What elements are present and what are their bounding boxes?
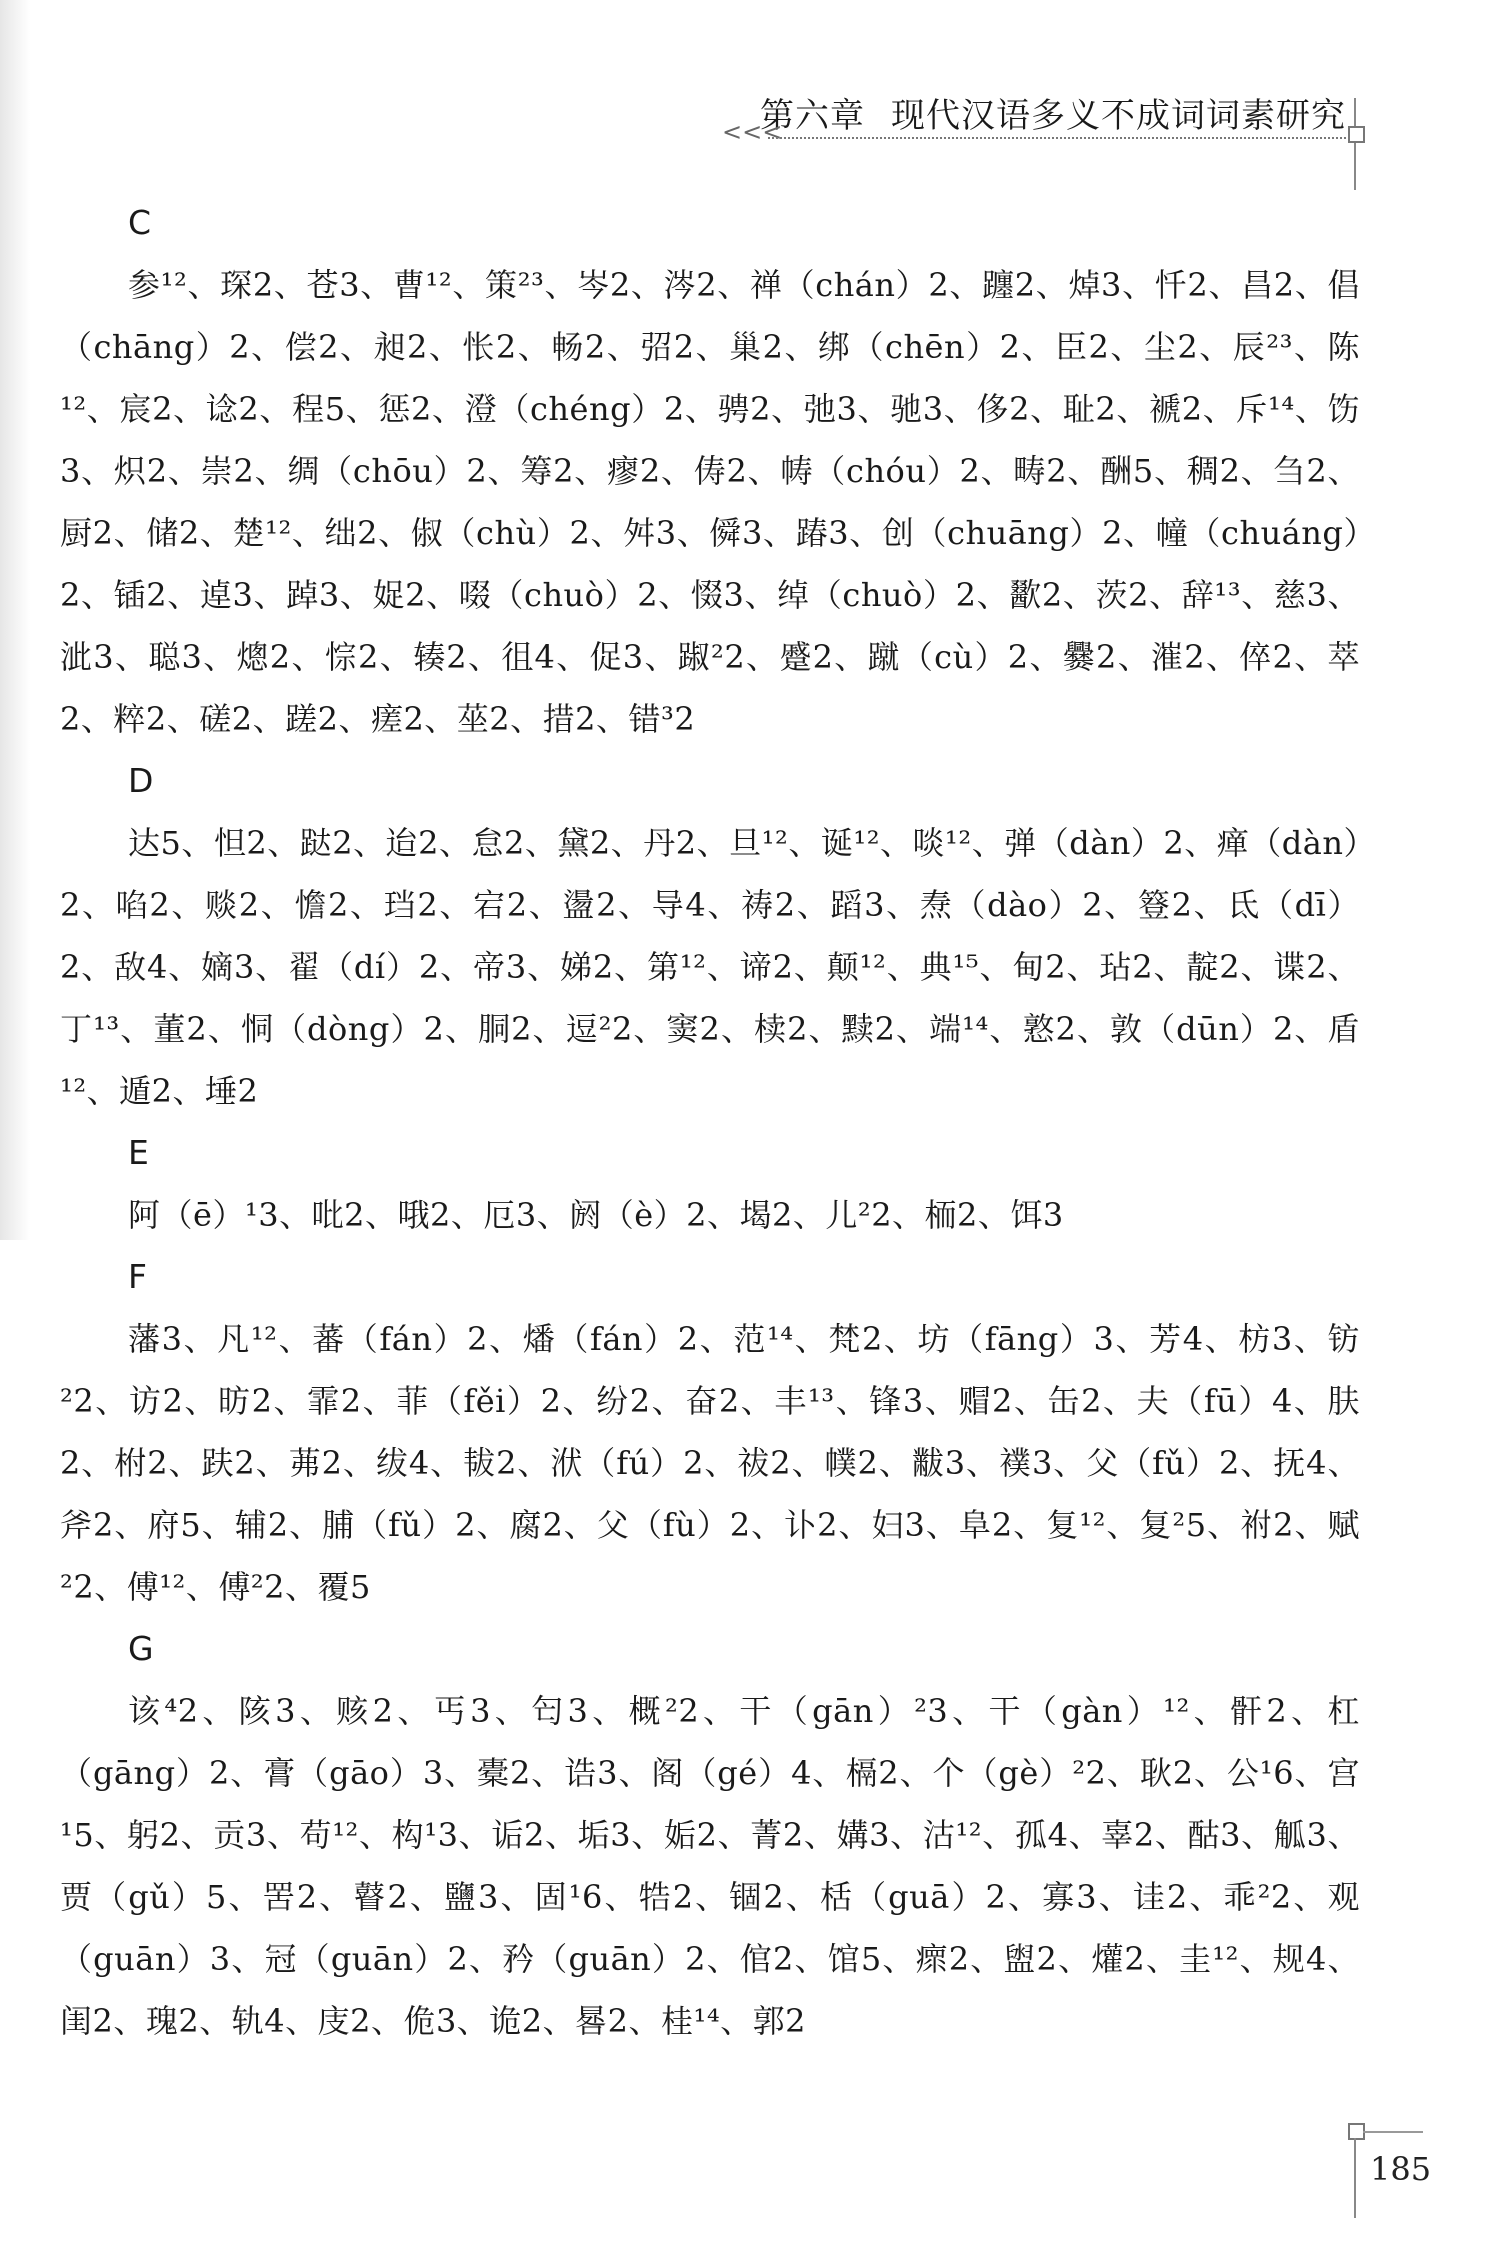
header-vertical-rule: [1354, 98, 1356, 190]
running-head: [760, 88, 1346, 137]
footer-vertical-rule: [1354, 2138, 1356, 2218]
section-entries: 该⁴2、陔3、赅2、丐3、匄3、概²2、干（gān）²3、干（gàn）¹²、骭2、杠（gāng）2、膏（gāo）3、橐2、诰3、阁（gé）4、槅2、个（gè）²2、耿2、公¹6、宫¹5、躬2、贡3、苟¹²、构¹3、诟2、垢3、姤2、菁2、媾3、沽¹²、孤4、辜2、酤3、觚3、贾（gǔ）5、罟2、瞽2、鹽3、固¹6、牿2、锢2、栝（guā）2、寡3、诖2、乖²2、观（guān）3、冠（guān）2、矜（guān）2、倌2、馆5、瘝2、盥2、爟2、圭¹²、规4、闺2、瑰2、轨4、庋2、佹3、诡2、晷2、桂¹⁴、郭2: [60, 1692, 1360, 2040]
section-c: [60, 192, 1360, 750]
section-letter: C: [128, 203, 152, 242]
section-f: [60, 1246, 1360, 1618]
index-content: [60, 192, 1360, 2052]
section-e: [60, 1122, 1360, 1246]
section-letter: D: [128, 761, 154, 800]
header-corner-square-icon: [1348, 126, 1365, 143]
section-entries: 参¹²、琛2、苍3、曹¹²、策²³、岑2、涔2、禅（chán）2、躔2、焯3、忏2、昌2、倡（chāng）2、偿2、昶2、怅2、畅2、弨2、巢2、绑（chēn）2、臣2、尘2、辰²³、陈¹²、宸2、谂2、程5、惩2、澄（chéng）2、骋2、弛3、驰3、侈2、耻2、褫2、斥¹⁴、饬3、炽2、崇2、绸（chōu）2、筹2、瘳2、俦2、帱（chóu）2、畴2、酬5、稠2、刍2、厨2、储2、楚¹²、绌2、俶（chù）2、舛3、僢3、踳3、创（chuāng）2、幢（chuáng）2、锸2、逴3、踔3、娖2、啜（chuò）2、惙3、绰（chuò）2、歠2、茨2、辞¹³、慈3、泚3、聪3、熜2、悰2、辏2、徂4、促3、踧²2、蹙2、蹴（cù）2、爨2、漼2、倅2、萃2、粹2、磋2、蹉2、瘥2、莝2、措2、错³2: [60, 266, 1360, 738]
section-entries: 藩3、凡¹²、蕃（fán）2、燔（fán）2、范¹⁴、梵2、坊（fāng）3、芳4、枋3、钫²2、访2、昉2、霏2、菲（fěi）2、纷2、奋2、丰¹³、锋3、赗2、缶2、夫（fū）4、肤2、柎2、趺2、茀2、绂4、韨2、洑（fú）2、祓2、幞2、黻3、襆3、父（fǔ）2、抚4、斧2、府5、辅2、脯（fǔ）2、腐2、父（fù）2、讣2、妇3、阜2、复¹²、复²5、祔2、赋²2、傅¹²、傅²2、覆5: [60, 1320, 1360, 1606]
section-entries: 阿（ē）¹3、吡2、哦2、厄3、阏（è）2、堨2、儿²2、栭2、饵3: [128, 1196, 1064, 1234]
section-letter: F: [128, 1257, 147, 1296]
footer-horizontal-rule: [1363, 2131, 1423, 2133]
section-letter: E: [128, 1133, 149, 1172]
section-entries: 达5、怛2、跶2、迨2、怠2、黛2、丹2、旦¹²、诞¹²、啖¹²、弹（dàn）2、瘅（dàn）2、啗2、赕2、憺2、珰2、宕2、盪2、导4、祷2、蹈3、焘（dào）2、簦2、氐（dī）2、敌4、嫡3、翟（dí）2、帝3、娣2、第¹²、谛2、颠¹²、典¹⁵、甸2、玷2、靛2、谍2、丁¹³、董2、恫（dòng）2、胴2、逗²2、窦2、椟2、黩2、端¹⁴、憝2、敦（dūn）2、盾¹²、遁2、埵2: [60, 824, 1360, 1110]
header-dotted-rule: [768, 137, 1358, 139]
page-number: 185: [1370, 2150, 1432, 2188]
header-arrows-icon: <<<: [722, 118, 783, 146]
chapter-label: 第六章: [760, 96, 865, 136]
section-d: [60, 750, 1360, 1122]
section-g: [60, 1618, 1360, 2052]
scan-shading: [0, 0, 30, 1240]
section-letter: G: [128, 1629, 154, 1668]
chapter-title: 现代汉语多义不成词词素研究: [891, 96, 1346, 136]
